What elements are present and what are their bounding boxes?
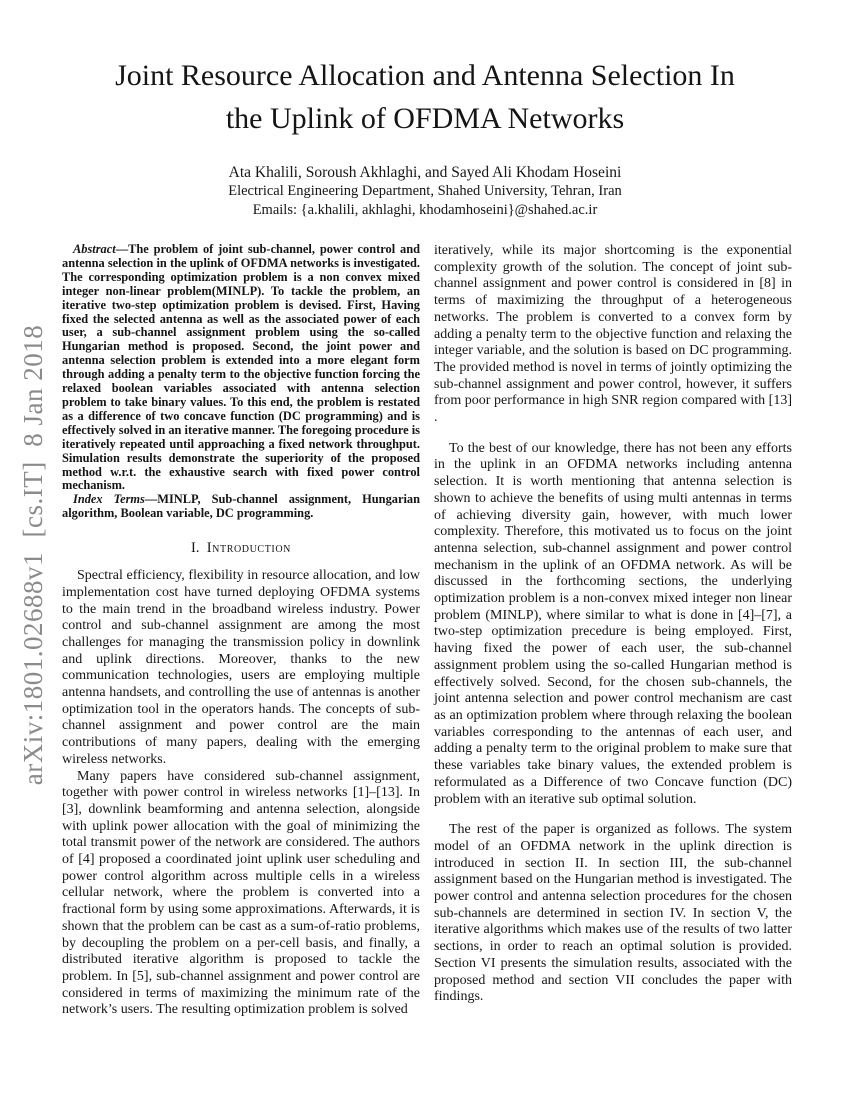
section-title: Introduction xyxy=(206,540,291,557)
emails-line: Emails: {a.khalili, akhlaghi, khodamhoseini}@shahed.ac.ir xyxy=(252,202,598,218)
paper-header xyxy=(0,0,850,220)
intro-paragraph-3: To the best of our knowledge, there has not been any efforts in the uplink in an OFDMA networks including antenna selection. It is worth mentioning that antenna selection is shown to achieve the benefits of using multi antennas in terms of achieving diversity gain, however, with much lower complexity. Therefore, this motivated us to focus on the joint antenna selection, sub-channel assignment and power control mechanism in the uplink of an OFDMA network. As will be discussed in the forthcoming sections, the underlying optimization problem is a non-convex mixed integer non linear problem (MINLP), where similar to what is done in [4]–[7], a two-step optimization precedure is being employed. First, having fixed the power of each user, the sub-channel assignment problem using the so-called Hungarian method is effectively solved. Second, for the chosen sub-channels, the joint antenna selection and power control mechanism are cast as an optimization problem where through relaxing the boolean variables corresponding to the antennas of each user, and adding a penalty term to the original problem to make sure that these variables take binary values, the extended problem is reformulated as a Difference of two Concave function (DC) problem with an iterative sub optimal solution. xyxy=(434,440,792,807)
intro-paragraph-2-continued: iteratively, while its major shortcoming is the exponential complexity growth of the solution. The concept of joint sub-channel assignment and power control is considered in [8] in terms of maximizing the throughput of a heterogeneous networks. The problem is converted to a convex form by adding a penalty term to the objective function and relaxing the integer variable, and the solution is based on DC programming. The provided method is novel in terms of jointly optimizing the sub-channel assignment and power control, however, it suffers from poor performance in high SNR region compared with [13] . xyxy=(434,243,792,426)
section-number: I. xyxy=(191,540,200,557)
paper-title-line2: the Uplink of OFDMA Networks xyxy=(225,102,625,135)
right-column xyxy=(434,243,792,1019)
two-column-body xyxy=(0,220,850,1019)
index-terms-paragraph xyxy=(62,493,420,521)
intro-paragraph-2: Many papers have considered sub-channel assignment, together with power control in wireless networks [1]–[13]. In [3], downlink beamforming and antenna selection, alongside with uplink power allocation with the goal of minimizing the total transmit power of the network are considered. The authors of [4] proposed a coordinated joint uplink user scheduling and power control algorithm across multiple cells in a wireless cellular network, where the problem is converted into a fractional form by using some approximations. Afterwards, it is shown that the problem can be cast as a sum-of-ratio problems, by decoupling the problem on a per-cell basis, and finally, a distributed iterative algorithm is proposed to tackle the problem. In [5], sub-channel assignment and power control are considered in terms of maximizing the minimum rate of the network’s users. The resulting optimization problem is solved xyxy=(62,768,420,1018)
abstract-text: —The problem of joint sub-channel, power control and antenna selection in the uplink of OFDMA networks is investigated. The corresponding optimization problem is a non convex mixed integer non-linear problem(MINLP). To tackle the problem, an iterative two-step optimization problem is devised. First, Having fixed the selected antenna as well as the associated power of each user, a sub-channel assignment problem using the so-called Hungarian method is proposed. Second, the joint power and antenna selection problem is extended into a more elegant form through adding a penalty term to the objective function forcing the relaxed boolean variables associated with antenna selection problem to take binary values. To this end, the problem is restated as a difference of two concave function (DC programming) and is effectively solved in an iterative manner. The foregoing procedure is iteratively repeated until approaching a fixed network throughput. Simulation results demonstrate the superiority of the proposed method w.r.t. the exhaustive search with fixed power control mechanism. xyxy=(62,242,420,493)
abstract-label: Abstract xyxy=(73,242,116,256)
paper-title xyxy=(0,54,850,140)
affiliation-line: Electrical Engineering Department, Shahed University, Tehran, Iran xyxy=(228,183,622,199)
abstract-paragraph xyxy=(62,243,420,493)
index-terms-label: Index Terms xyxy=(73,492,145,507)
intro-paragraph-4: The rest of the paper is organized as follows. The system model of an OFDMA network in the uplink direction is introduced in section II. In section III, the sub-channel assignment based on the Hungarian method is investigated. The power control and antenna selection procedures for the chosen sub-channels are determined in section IV. In section V, the iterative algorithms which makes use of the results of two latter sections, in order to reach an optimal solution is provided. Section VI presents the simulation results, associated with the proposed method and section VII concludes the paper with findings. xyxy=(434,822,792,1005)
left-column xyxy=(62,243,420,1019)
author-line: Ata Khalili, Soroush Akhlaghi, and Sayed Ali Khodam Hoseini xyxy=(228,164,622,181)
arxiv-watermark: arXiv:1801.02688v1 [cs.IT] 8 Jan 2018 xyxy=(18,324,48,786)
section-heading-introduction xyxy=(62,540,420,557)
index-terms-text: —MINLP, Sub-channel assignment, Hungarian algorithm, Boolean variable, DC programming. xyxy=(62,492,420,521)
paper-title-line1: Joint Resource Allocation and Antenna Selection In xyxy=(115,59,735,92)
intro-paragraph-1: Spectral efficiency, flexibility in resource allocation, and low implementation cost have turned deploying OFDMA systems to the main trend in the broadband wireless industry. Power control and sub-channel assignment are among the most challenges for managing the transmission policy in downlink and uplink directions. Moreover, thanks to the new communication technologies, users are employing multiple antenna handsets, and controlling the use of antennas is another optimization tool in the operators hands. The concepts of sub-channel assignment and power control are the main contributions of many papers, dealing with the emerging wireless networks. xyxy=(62,568,420,767)
